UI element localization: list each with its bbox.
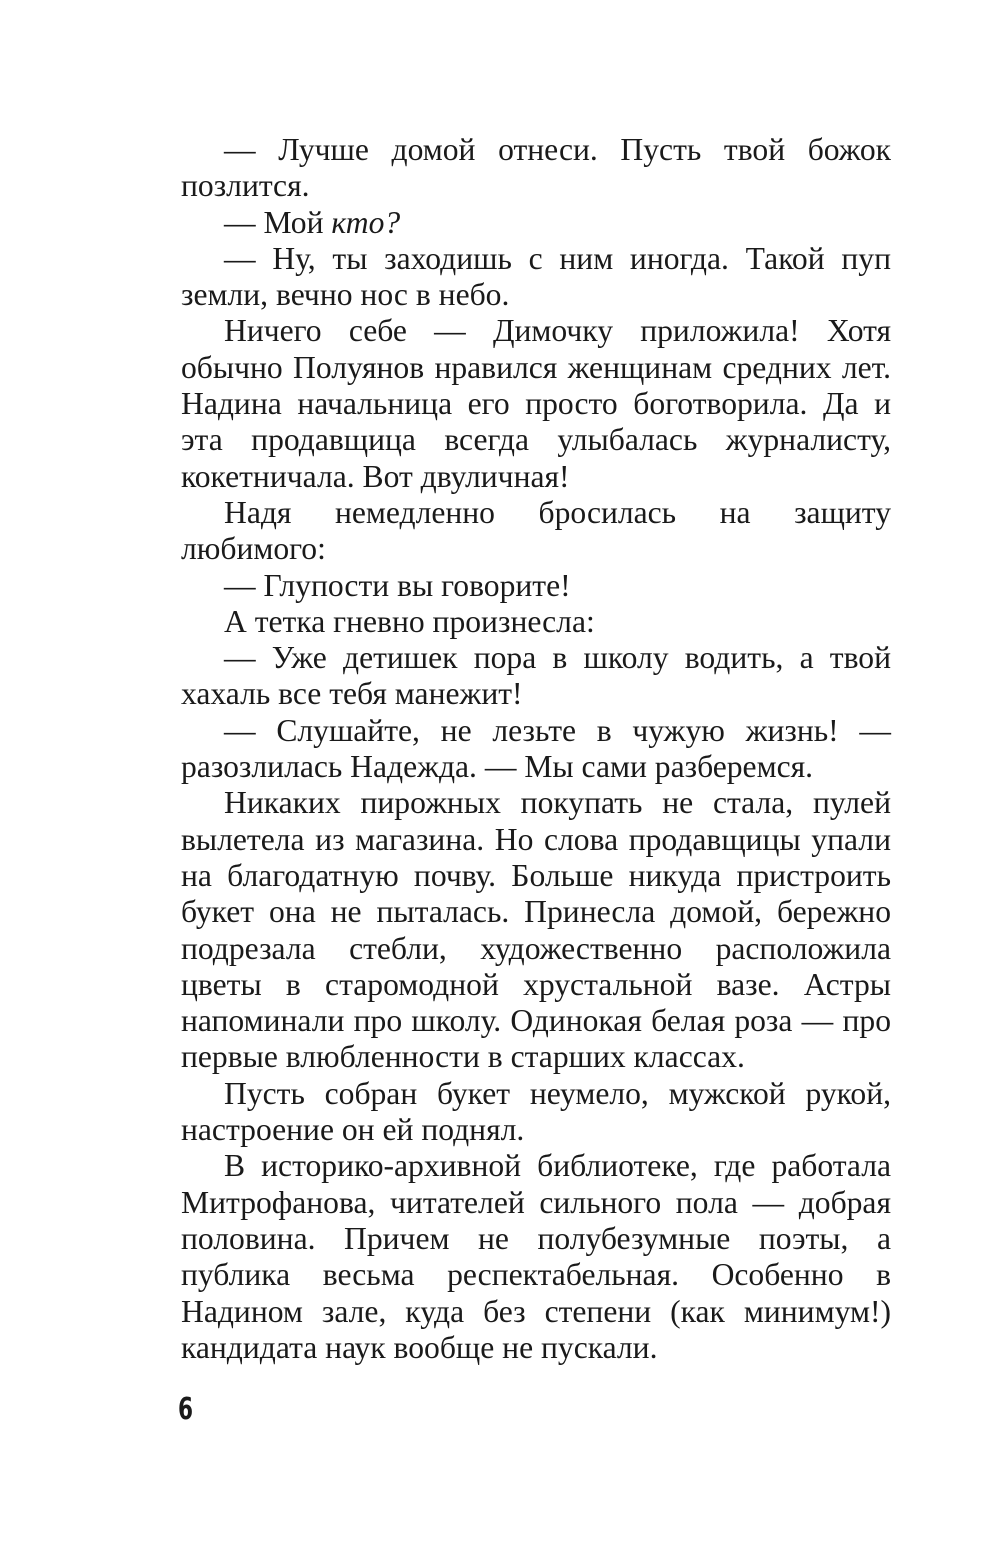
- paragraph-2: [181, 205, 891, 241]
- page-number: 6: [178, 1392, 194, 1427]
- paragraph-2-text: — Мой: [224, 204, 332, 240]
- paragraph-10: Никаких пирожных покупать не стала, пулей вылетела из магазина. Но слова продавщицы упали на благодатную почву. Больше никуда пристроить букет она не пыталась. Принесла домой, бережно подрезала стебли, художественно расположила цветы в старомодной хрустальной вазе. Астры напоминали про школу. Одинокая белая роза — про первые влюбленности в старших классах.: [181, 785, 891, 1075]
- page-body-text: [181, 132, 891, 1366]
- paragraph-5: Надя немедленно бросилась на защиту любимого:: [181, 494, 891, 567]
- paragraph-11: Пусть собран букет неумело, мужской рукой, настроение он ей поднял.: [181, 1075, 891, 1148]
- paragraph-4: Ничего себе — Димочку приложила! Хотя обычно Полуянов нравился женщинам средних лет. Надина начальница его просто боготворила. Да и эта продавщица всегда улыбалась журналисту, кокетничала. Вот двуличная!: [181, 313, 891, 494]
- paragraph-6: — Глупости вы говорите!: [224, 567, 571, 603]
- paragraph-1: — Лучше домой отнеси. Пусть твой божок позлится.: [181, 132, 891, 204]
- paragraph-7: А тетка гневно произнесла:: [224, 603, 595, 639]
- paragraph-12: В историко-архивной библиотеке, где работала Митрофанова, читателей сильного пола — добрая половина. Причем не полубезумные поэты, а публика весьма респектабельная. Особенно в Надином зале, куда без степени (как минимум!) кандидата наук вообще не пускали.: [181, 1148, 891, 1365]
- paragraph-2-emphasis: кто?: [331, 204, 401, 240]
- paragraph-3: — Ну, ты заходишь с ним иногда. Такой пуп земли, вечно нос в небо.: [181, 240, 891, 313]
- paragraph-9: — Слушайте, не лезьте в чужую жизнь! — разозлилась Надежда. — Мы сами разберемся.: [181, 712, 891, 785]
- paragraph-8: — Уже детишек пора в школу водить, а твой хахаль все тебя манежит!: [181, 640, 891, 712]
